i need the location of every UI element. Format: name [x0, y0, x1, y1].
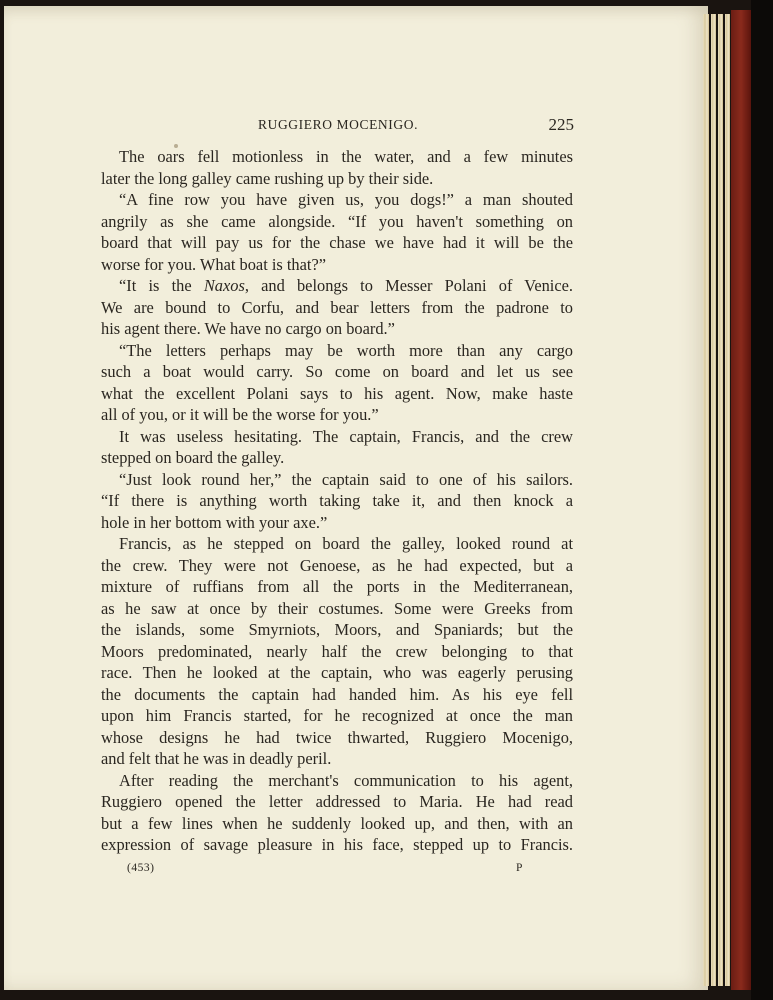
text-line: stepped on board the galley.	[101, 448, 285, 467]
page-edge	[718, 14, 723, 986]
text-line: such a boat would carry. So come on board and let us see	[101, 362, 573, 381]
running-title: RUGGIERO MOCENIGO.	[258, 117, 419, 132]
text-line: We are bound to Corfu, and bear letters from the padrone to	[101, 297, 573, 317]
background	[751, 0, 773, 1000]
text-line: the documents the captain had handed him. As his eye fell	[101, 684, 573, 704]
text-line: what the excellent Polani says to his agent. Now, make haste	[101, 383, 573, 403]
text-line: upon him Francis started, for he recognized at once the man	[101, 706, 573, 725]
text-line: hole in her bottom with your axe.”	[101, 512, 328, 532]
signature-mark: (453)	[127, 862, 155, 874]
page-edge	[703, 14, 709, 986]
text-line: mixture of ruffians from all the ports in the Mediterranean,	[101, 577, 573, 596]
text-line: “If there is anything worth taking take it, and then knock a	[101, 491, 573, 510]
text-line: but a few lines when he suddenly looked up, and then, with an	[101, 813, 573, 833]
body-text	[101, 146, 573, 856]
page-number: 225	[548, 115, 574, 134]
gathering-mark: P	[516, 862, 523, 874]
page-edge	[711, 14, 716, 986]
text-line: “Just look round her,” the captain said to one of his sailors.	[119, 469, 573, 489]
text-line: It was useless hesitating. The captain, Francis, and the crew	[119, 426, 573, 446]
text-line: and felt that he was in deadly peril.	[101, 749, 332, 768]
text-line: whose designs he had twice thwarted, Ruggiero Mocenigo,	[101, 727, 573, 747]
text-line: the islands, some Smyrniots, Moors, and Spaniards; but the	[101, 620, 573, 639]
page-footer	[101, 862, 573, 880]
text-line: race. Then he looked at the captain, who was eagerly perusing	[101, 663, 573, 682]
page-header	[258, 115, 574, 137]
text-line: Francis, as he stepped on board the galley, looked round at	[119, 534, 573, 553]
text-line: as he saw at once by their costumes. Some were Greeks from	[101, 598, 573, 618]
text-line: board that will pay us for the chase we have had it will be the	[101, 233, 573, 252]
text-line: angrily as she came alongside. “If you haven't something on	[101, 211, 573, 231]
page-edge	[725, 14, 730, 986]
text-line: worse for you. What boat is that?”	[101, 254, 327, 274]
text-line: The oars fell motionless in the water, and a few minutes	[119, 147, 573, 166]
text-line: all of you, or it will be the worse for you.”	[101, 405, 379, 424]
text-line: the crew. They were not Genoese, as he had expected, but a	[101, 555, 573, 575]
book-cover-edge	[731, 10, 751, 990]
text-line: “A fine row you have given us, you dogs!” a man shouted	[119, 190, 573, 209]
text-line: Ruggiero opened the letter addressed to Maria. He had read	[101, 792, 573, 811]
text-line: After reading the merchant's communication to his agent,	[119, 770, 573, 790]
text-line: Moors predominated, nearly half the crew belonging to that	[101, 641, 573, 661]
text-line: later the long galley came rushing up by their side.	[101, 168, 434, 188]
text-line: “The letters perhaps may be worth more than any cargo	[119, 340, 573, 360]
text-line: “It is the Naxos, and belongs to Messer Polani of Venice.	[119, 276, 573, 295]
text-line: expression of savage pleasure in his face, stepped up to Francis.	[101, 835, 573, 854]
text-line: his agent there. We have no cargo on board.”	[101, 319, 395, 338]
